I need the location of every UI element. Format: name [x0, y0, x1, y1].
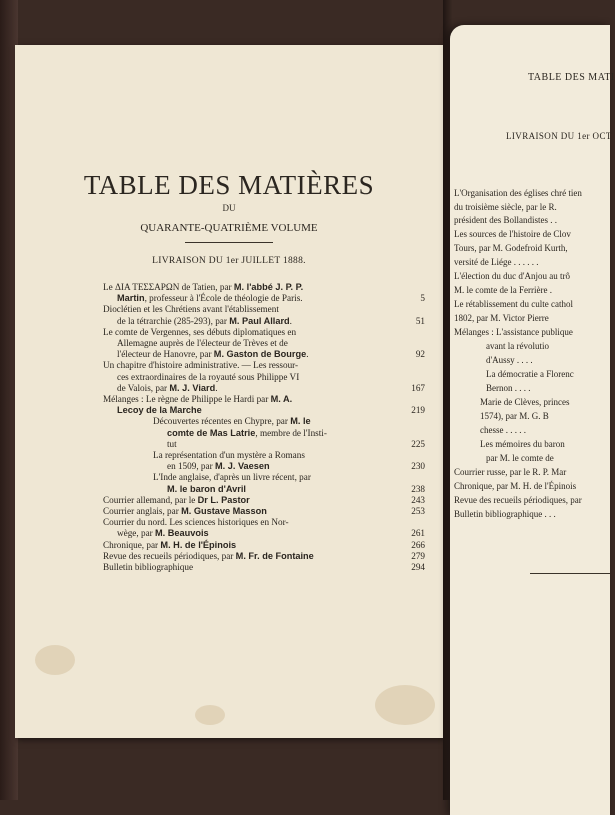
left-page: [15, 45, 443, 738]
page-title: TABLE DES MATIÈRES: [83, 170, 375, 200]
toc-entry: Un chapitre d'histoire administrative. — Les ressour- ces extraordinaires de la royauté sous Philippe VI de Valois, par M. J. Viard. 167: [103, 360, 425, 393]
right-toc-line: versité de Liége . . . . . .: [454, 257, 539, 267]
right-toc-line: Le rétablissement du culte cathol: [454, 299, 573, 309]
right-toc-line: chesse . . . . .: [480, 425, 526, 435]
right-toc-line: Courrier russe, par le R. P. Mar: [454, 467, 567, 477]
page-number: 51: [415, 315, 425, 326]
page-number: 92: [415, 349, 425, 360]
page-number: 5: [420, 293, 425, 304]
toc-entry: La représentation d'un mystère a Romans en 1509, par M. J. Vaesen 230: [153, 450, 425, 472]
foxing-stain: [195, 705, 225, 725]
toc-entry: Bulletin bibliographique 294: [103, 562, 425, 573]
foxing-stain: [35, 645, 75, 675]
page-number: 167: [411, 382, 425, 393]
toc-entry: Le comte de Vergennes, ses débuts diplomatiques en Allemagne auprès de l'électeur de Trèves et de l'électeur de Hanovre, par M. Gaston de Bourge. 92: [103, 326, 425, 360]
toc-entry: Courrier anglais, par M. Gustave Masson 253: [103, 506, 425, 517]
right-toc-line: Chronique, par M. H. de l'Épinois: [454, 481, 577, 491]
page-number: 261: [411, 528, 425, 539]
right-toc-line: L'Organisation des églises chré tien: [454, 188, 582, 198]
livraison-heading: LIVRAISON DU 1er JUILLET 1888.: [152, 256, 306, 266]
page-number: 253: [411, 506, 425, 517]
right-toc-line: Les mémoires du baron: [480, 439, 565, 449]
right-toc-line: d'Aussy . . . .: [486, 355, 533, 365]
right-toc-line: Bulletin bibliographique . . .: [454, 509, 556, 519]
right-toc-line: 1574), par M. G. B: [480, 411, 549, 421]
right-toc-line: Revue des recueils périodiques, par: [454, 495, 582, 505]
toc-entry: Revue des recueils périodiques, par M. Fr. de Fontaine 279: [103, 550, 425, 561]
right-toc-line: L'élection du duc d'Anjou au trô: [454, 271, 570, 281]
right-toc-line: Bernon . . . .: [486, 383, 531, 393]
page-number: 238: [411, 483, 425, 494]
right-toc-line: Mélanges : L'assistance publique: [454, 327, 573, 337]
table-of-contents: [103, 282, 425, 573]
subtitle-du: DU: [222, 203, 236, 213]
right-livraison-heading: LIVRAISON DU 1er OCT: [506, 131, 612, 141]
right-divider: [530, 573, 610, 574]
right-toc-line: Les sources de l'histoire de Clov: [454, 229, 571, 239]
toc-entry: Découvertes récentes en Chypre, par M. le comte de Mas Latrie, membre de l'Insti- tut 225: [153, 416, 425, 449]
right-toc-line: président des Bollandistes . .: [454, 215, 557, 225]
toc-entry: Le ΔΙΑ ΤΕΣΣΑΡΩΝ de Tatien, par M. l'abbé J. P. P. Martin, professeur à l'École de théologie de Paris. 5: [103, 282, 425, 304]
right-toc-line: La démocratie a Florenc: [486, 369, 574, 379]
right-page-header: TABLE DES MATI: [528, 72, 615, 83]
right-toc-line: M. le comte de la Ferrière .: [454, 285, 552, 295]
toc-entry: Dioclétien et les Chrétiens avant l'établissement de la tétrarchie (285-293), par M. Paul Allard. 51: [103, 304, 425, 326]
right-toc-line: du troisième siècle, par le R.: [454, 202, 557, 212]
toc-entry: Chronique, par M. H. de l'Épinois 266: [103, 539, 425, 550]
toc-entry: Courrier du nord. Les sciences historiques en Nor- wège, par M. Beauvois 261: [103, 517, 425, 539]
page-number: 294: [411, 562, 425, 573]
page-number: 225: [411, 438, 425, 449]
foxing-stain: [375, 685, 435, 725]
toc-entry: L'Inde anglaise, d'après un livre récent, par M. le baron d'Avril 238: [153, 472, 425, 494]
volume-heading: QUARANTE-QUATRIÈME VOLUME: [140, 222, 318, 234]
right-toc-line: Tours, par M. Godefroid Kurth,: [454, 243, 568, 253]
right-toc-line: par M. le comte de: [486, 453, 554, 463]
page-number: 266: [411, 539, 425, 550]
right-page: [450, 25, 615, 815]
page-number: 279: [411, 550, 425, 561]
right-toc-line: Marie de Clèves, princes: [480, 397, 570, 407]
page-number: 243: [411, 494, 425, 505]
right-toc-line: 1802, par M. Victor Pierre: [454, 313, 549, 323]
page-number: 219: [411, 405, 425, 416]
page-number: 230: [411, 461, 425, 472]
divider: [185, 242, 273, 243]
toc-entry: Mélanges : Le règne de Philippe le Hardi par M. A. Lecoy de la Marche 219: [103, 394, 425, 416]
right-toc-line: avant la révolutio: [486, 341, 549, 351]
toc-entry: Courrier allemand, par le Dr L. Pastor 243: [103, 494, 425, 505]
